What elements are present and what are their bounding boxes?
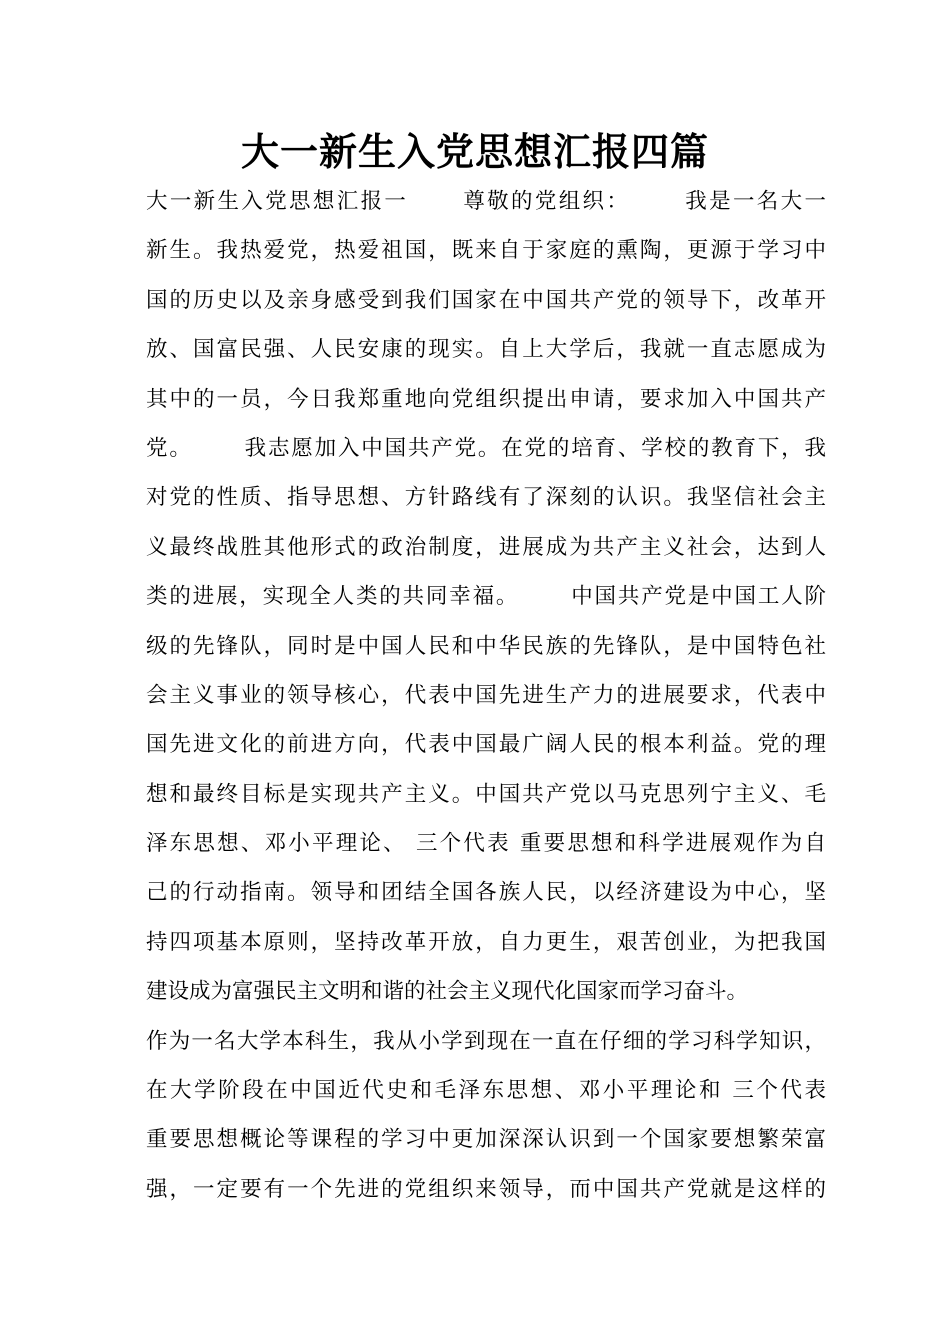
body-line: 放、国富民强、人民安康的现实。自上大学后，我就一直志愿成为 xyxy=(146,337,826,363)
body-line: 想和最终目标是实现共产主义。中国共产党以马克思列宁主义、毛 xyxy=(146,781,826,807)
body-line: 义最终战胜其他形式的政治制度，进展成为共产主义社会，达到人 xyxy=(146,534,826,560)
body-line: 新生。我热爱党，热爱祖国，既来自于家庭的熏陶，更源于学习中 xyxy=(146,238,826,264)
body-line: 作为一名大学本科生，我从小学到现在一直在仔细的学习科学知识， xyxy=(146,1028,826,1054)
body-line: 级的先锋队，同时是中国人民和中华民族的先锋队，是中国特色社 xyxy=(146,633,826,659)
body-line: 国先进文化的前进方向，代表中国最广阔人民的根本利益。党的理 xyxy=(146,732,826,758)
body-line: 持四项基本原则，坚持改革开放，自力更生，艰苦创业，为把我国 xyxy=(146,929,826,955)
body-line: 类的进展，实现全人类的共同幸福。 中国共产党是中国工人阶 xyxy=(146,584,826,610)
document-title: 大一新生入党思想汇报四篇 xyxy=(240,130,709,174)
document-body xyxy=(146,177,826,1214)
body-line: 重要思想概论等课程的学习中更加深深认识到一个国家要想繁荣富 xyxy=(146,1127,826,1153)
body-line: 在大学阶段在中国近代史和毛泽东思想、邓小平理论和 三个代表 xyxy=(146,1078,826,1104)
body-line: 对党的性质、指导思想、方针路线有了深刻的认识。我坚信社会主 xyxy=(146,485,826,511)
body-line: 会主义事业的领导核心，代表中国先进生产力的进展要求，代表中 xyxy=(146,682,826,708)
body-line: 党。 我志愿加入中国共产党。在党的培育、学校的教育下，我 xyxy=(146,435,826,461)
body-line: 建设成为富强民主文明和谐的社会主义现代化国家而学习奋斗。 xyxy=(146,979,749,1005)
body-line: 强，一定要有一个先进的党组织来领导，而中国共产党就是这样的 xyxy=(146,1176,826,1202)
body-line: 其中的一员，今日我郑重地向党组织提出申请，要求加入中国共产 xyxy=(146,386,826,412)
body-line: 泽东思想、邓小平理论、 三个代表 重要思想和科学进展观作为自 xyxy=(146,831,826,857)
body-line: 己的行动指南。领导和团结全国各族人民，以经济建设为中心，坚 xyxy=(146,880,826,906)
body-line: 国的历史以及亲身感受到我们国家在中国共产党的领导下，改革开 xyxy=(146,287,826,313)
body-line: 大一新生入党思想汇报一 尊敬的党组织： 我是一名大一 xyxy=(146,189,826,214)
